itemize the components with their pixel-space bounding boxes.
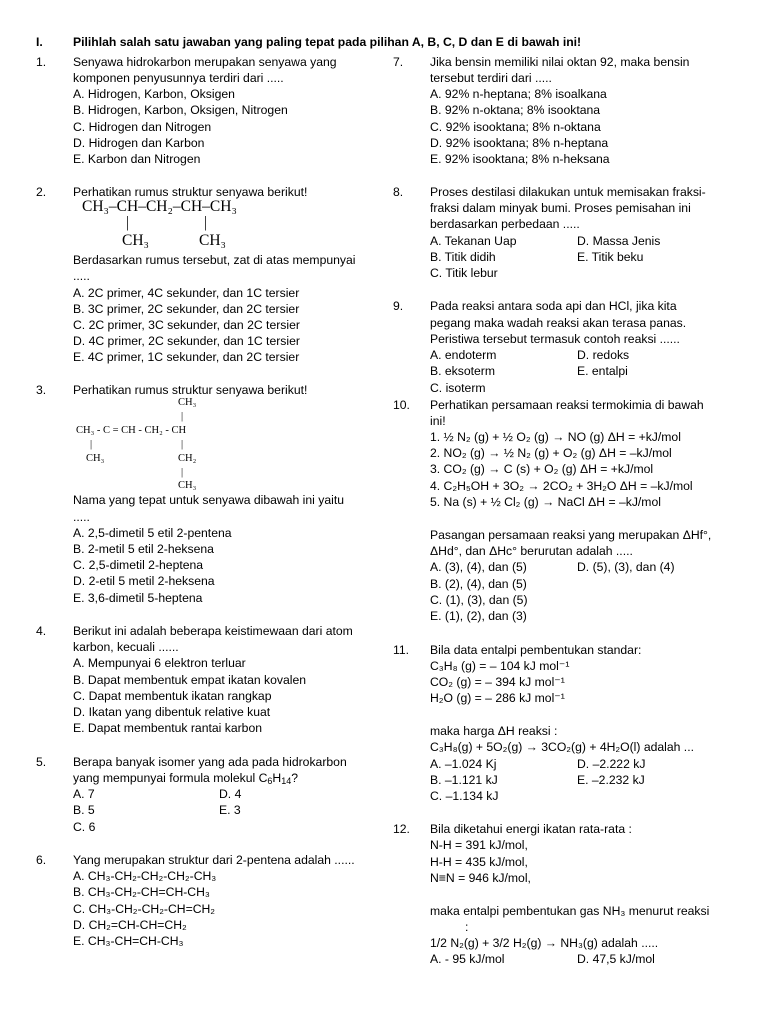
question-text: Jika bensin memiliki nilai oktan 92, maka bensin bbox=[430, 55, 690, 69]
formula-bond: | bbox=[181, 467, 184, 478]
option-b: B. 92% n-oktana; 8% isooktana bbox=[430, 103, 601, 117]
question-text: Perhatikan rumus struktur senyawa berikut! bbox=[73, 383, 308, 397]
option-a: A. CH₃-CH₂-CH₂-CH₂-CH₃ bbox=[73, 869, 217, 883]
option-c: C. 6 bbox=[73, 820, 96, 834]
question-text: pegang maka wadah reaksi akan terasa panas. bbox=[430, 316, 687, 330]
option-d: D. CH₂=CH-CH=CH₂ bbox=[73, 918, 187, 932]
reaction-1: 1. ½ N₂ (g) + ½ O₂ (g) → NO (g) ΔH = +kJ/mol bbox=[430, 430, 681, 444]
option-e: E. (1), (2), dan (3) bbox=[430, 609, 527, 623]
question-text: komponen penyusunnya terdiri dari ..... bbox=[73, 71, 284, 85]
question-text: Bila data entalpi pembentukan standar: bbox=[430, 643, 642, 657]
reaction-5: 5. Na (s) + ½ Cl₂ (g) → NaCl ΔH = –kJ/mol bbox=[430, 495, 661, 509]
question-number: 12. bbox=[393, 822, 410, 836]
option-e: E. Karbon dan Nitrogen bbox=[73, 152, 201, 166]
formula-bond: | bbox=[204, 214, 208, 231]
option-d: D. 4C primer, 2C sekunder, dan 1C tersier bbox=[73, 334, 300, 348]
option-c: C. CH₃-CH₂-CH₂-CH=CH₂ bbox=[73, 902, 216, 916]
enthalpy-data-1: C₃H₈ (g) = – 104 kJ mol⁻¹ bbox=[430, 659, 570, 673]
question-number: 9. bbox=[393, 299, 404, 313]
option-b: B. Dapat membentuk empat ikatan kovalen bbox=[73, 673, 307, 687]
question-text: maka entalpi pembentukan gas NH₃ menurut reaksi bbox=[430, 904, 710, 918]
option-a: A. (3), (4), dan (5) bbox=[430, 560, 527, 574]
formula-bond: | bbox=[90, 439, 93, 450]
formula-bond: | bbox=[181, 411, 184, 422]
option-d: D. 4 bbox=[219, 787, 242, 801]
option-b: B. 5 bbox=[73, 803, 95, 817]
formula-branch: CH₃ bbox=[199, 232, 226, 249]
question-text: Proses destilasi dilakukan untuk memisakan fraksi- bbox=[430, 185, 706, 199]
option-a: A. 92% n-heptana; 8% isoalkana bbox=[430, 87, 607, 101]
option-c: C. 2,5-dimetil 2-heptena bbox=[73, 558, 204, 572]
option-b: B. 3C primer, 2C sekunder, dan 2C tersier bbox=[73, 302, 300, 316]
question-text: berdasarkan perbedaan ..... bbox=[430, 217, 580, 231]
option-d: D. –2.222 kJ bbox=[577, 757, 646, 771]
question-text: Peristiwa tersebut termasuk contoh reaksi ...... bbox=[430, 332, 680, 346]
option-d: D. 92% isooktana; 8% n-heptana bbox=[430, 136, 609, 150]
formula-branch: CH₃ bbox=[86, 453, 105, 464]
question-text: Perhatikan persamaan reaksi termokimia di bawah bbox=[430, 398, 704, 412]
formula-bond: | bbox=[126, 214, 130, 231]
question-number: 3. bbox=[36, 383, 47, 397]
option-a: A. 7 bbox=[73, 787, 95, 801]
option-a: A. Hidrogen, Karbon, Oksigen bbox=[73, 87, 235, 101]
option-a: A. endoterm bbox=[430, 348, 497, 362]
option-e: E. entalpi bbox=[577, 364, 628, 378]
option-b: B. (2), (4), dan (5) bbox=[430, 577, 527, 591]
structural-formula-main: CH₃ - C = CH - CH₂ - CH bbox=[76, 425, 187, 436]
question-text: karbon, kecuali ...... bbox=[73, 640, 179, 654]
option-a: A. Mempunyai 6 elektron terluar bbox=[73, 656, 246, 670]
question-text: Pada reaksi antara soda api dan HCl, jika kita bbox=[430, 299, 677, 313]
option-c: C. (1), (3), dan (5) bbox=[430, 593, 528, 607]
option-b: B. CH₃-CH₂-CH=CH-CH₃ bbox=[73, 885, 210, 899]
option-c: C. Dapat membentuk ikatan rangkap bbox=[73, 689, 272, 703]
question-text: Berapa banyak isomer yang ada pada hidrokarbon bbox=[73, 755, 347, 769]
option-a: A. –1.024 Kj bbox=[430, 757, 497, 771]
option-d: D. (5), (3), dan (4) bbox=[577, 560, 675, 574]
formula-branch: CH₃ bbox=[122, 232, 149, 249]
option-e: E. Titik beku bbox=[577, 250, 644, 264]
option-c: C. 2C primer, 3C sekunder, dan 2C tersier bbox=[73, 318, 300, 332]
option-b: B. Hidrogen, Karbon, Oksigen, Nitrogen bbox=[73, 103, 288, 117]
option-b: B. –1.121 kJ bbox=[430, 773, 498, 787]
option-e: E. Dapat membentuk rantai karbon bbox=[73, 721, 263, 735]
option-b: B. Titik didih bbox=[430, 250, 496, 264]
question-text: Perhatikan rumus struktur senyawa berikut! bbox=[73, 185, 308, 199]
option-d: D. Ikatan yang dibentuk relative kuat bbox=[73, 705, 271, 719]
question-text: yang mempunyai formula molekul $C_6H_{14}$? bbox=[73, 771, 299, 786]
option-d: D. redoks bbox=[577, 348, 630, 362]
question-number: 7. bbox=[393, 55, 404, 69]
question-text: Senyawa hidrokarbon merupakan senyawa yang bbox=[73, 55, 337, 69]
question-text: ΔHd°, dan ΔHc° berurutan adalah ..... bbox=[430, 544, 633, 558]
question-text: maka harga ΔH reaksi : bbox=[430, 724, 558, 738]
option-b: B. 2-metil 5 etil 2-heksena bbox=[73, 542, 214, 556]
reaction-2: 2. NO₂ (g) → ½ N₂ (g) + O₂ (g) ΔH = –kJ/mol bbox=[430, 446, 672, 460]
option-d: D. 2-etil 5 metil 2-heksena bbox=[73, 574, 215, 588]
option-e: E. 4C primer, 1C sekunder, dan 2C tersier bbox=[73, 350, 300, 364]
question-number: 2. bbox=[36, 185, 47, 199]
option-d: D. Hidrogen dan Karbon bbox=[73, 136, 205, 150]
formula-branch: CH₃ bbox=[178, 480, 197, 491]
option-d: D. Massa Jenis bbox=[577, 234, 661, 248]
question-text: Pasangan persamaan reaksi yang merupakan ΔHf°, bbox=[430, 528, 712, 542]
option-e: E. 92% isooktana; 8% n-heksana bbox=[430, 152, 610, 166]
reaction-equation: C₃H₈(g) + 5O₂(g) → 3CO₂(g) + 4H₂O(l) adalah ... bbox=[430, 740, 694, 754]
question-text: Berikut ini adalah beberapa keistimewaan dari atom bbox=[73, 624, 353, 638]
enthalpy-data-2: CO₂ (g) = – 394 kJ mol⁻¹ bbox=[430, 675, 565, 689]
question-number: 1. bbox=[36, 55, 47, 69]
reaction-3: 3. CO₂ (g) → C (s) + O₂ (g) ΔH = +kJ/mol bbox=[430, 462, 654, 476]
option-c: C. Hidrogen dan Nitrogen bbox=[73, 120, 212, 134]
option-e: E. –2.232 kJ bbox=[577, 773, 645, 787]
question-number: 11. bbox=[393, 643, 410, 657]
option-e: E. 3,6-dimetil 5-heptena bbox=[73, 591, 203, 605]
option-c: C. 92% isooktana; 8% n-oktana bbox=[430, 120, 601, 134]
question-text: Nama yang tepat untuk senyawa dibawah ini yaitu bbox=[73, 493, 344, 507]
bond-energy-1: N-H = 391 kJ/mol, bbox=[430, 838, 528, 852]
option-a: A. - 95 kJ/mol bbox=[430, 952, 505, 966]
question-text: Yang merupakan struktur dari 2-pentena adalah ...... bbox=[73, 853, 355, 867]
reaction-4: 4. C₂H₅OH + 3O₂ → 2CO₂ + 3H₂O ΔH = –kJ/mol bbox=[430, 479, 693, 493]
question-text: Bila diketahui energi ikatan rata-rata : bbox=[430, 822, 632, 836]
question-text: ini! bbox=[430, 414, 446, 428]
formula-branch: CH₂ bbox=[178, 453, 197, 464]
reaction-equation: 1/2 N₂(g) + 3/2 H₂(g) → NH₃(g) adalah ..... bbox=[430, 936, 659, 950]
question-number: 8. bbox=[393, 185, 404, 199]
formula-bond: | bbox=[181, 439, 184, 450]
formula-branch: CH₃ bbox=[178, 397, 197, 408]
question-number: 5. bbox=[36, 755, 47, 769]
option-c: C. –1.134 kJ bbox=[430, 789, 499, 803]
section-number: I. bbox=[36, 35, 43, 49]
bond-energy-2: H-H = 435 kJ/mol, bbox=[430, 855, 528, 869]
section-instruction: Pilihlah salah satu jawaban yang paling tepat pada pilihan A, B, C, D dan E di bawah ini! bbox=[73, 35, 582, 49]
structural-formula-main: CH₃–CH–CH₂–CH–CH₃ bbox=[82, 198, 237, 215]
option-e: E. CH₃-CH=CH-CH₃ bbox=[73, 934, 184, 948]
option-a: A. 2C primer, 4C sekunder, dan 1C tersier bbox=[73, 286, 300, 300]
enthalpy-data-3: H₂O (g) = – 286 kJ mol⁻¹ bbox=[430, 691, 565, 705]
question-text: tersebut terdiri dari ..... bbox=[430, 71, 552, 85]
option-a: A. 2,5-dimetil 5 etil 2-pentena bbox=[73, 526, 232, 540]
option-b: B. eksoterm bbox=[430, 364, 496, 378]
question-number: 10. bbox=[393, 398, 410, 412]
option-d: D. 47,5 kJ/mol bbox=[577, 952, 655, 966]
question-text: ..... bbox=[73, 510, 90, 524]
bond-energy-3: N≡N = 946 kJ/mol, bbox=[430, 871, 531, 885]
question-number: 4. bbox=[36, 624, 47, 638]
question-text: fraksi dalam minyak bumi. Proses pemisahan ini bbox=[430, 201, 691, 215]
option-a: A. Tekanan Uap bbox=[430, 234, 517, 248]
question-text: ..... bbox=[73, 269, 90, 283]
question-text: : bbox=[465, 920, 469, 934]
question-number: 6. bbox=[36, 853, 47, 867]
option-c: C. Titik lebur bbox=[430, 266, 498, 280]
option-c: C. isoterm bbox=[430, 381, 486, 395]
option-e: E. 3 bbox=[219, 803, 241, 817]
question-text: Berdasarkan rumus tersebut, zat di atas mempunyai bbox=[73, 253, 356, 267]
